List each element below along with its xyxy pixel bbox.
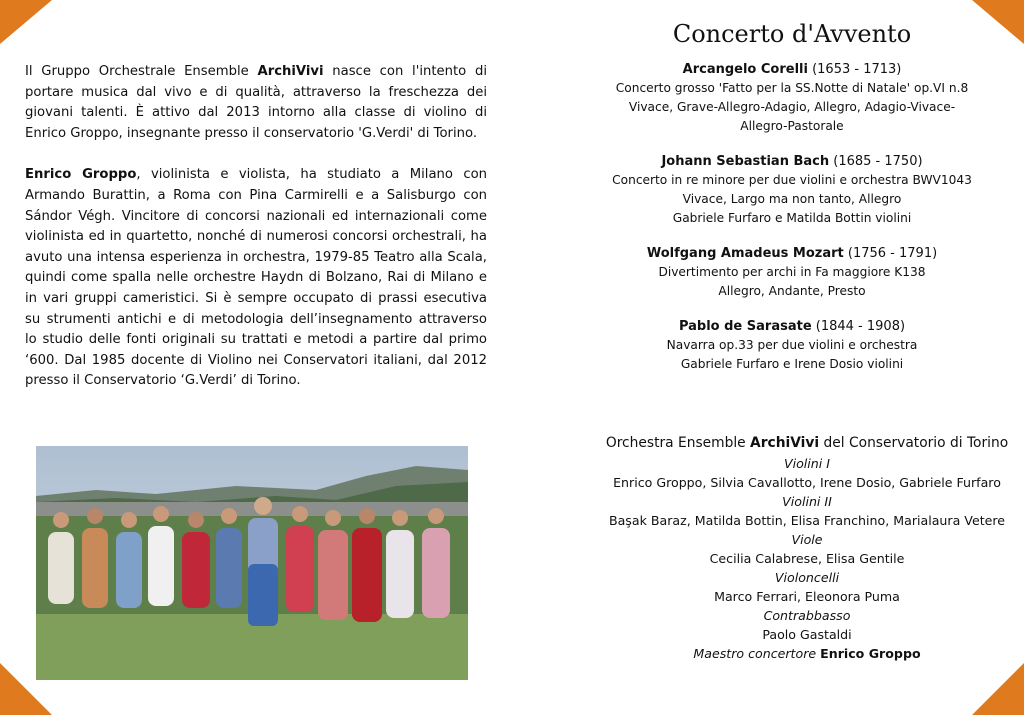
work-line: Concerto grosso 'Fatto per la SS.Notte di Natale' op.VI n.8 — [615, 81, 969, 95]
work-line: Allegro-Pastorale — [740, 119, 844, 133]
work-line: Vivace, Grave-Allegro-Adagio, Allegro, Adagio-Vivace- — [628, 100, 956, 114]
concert-title: Concerto d'Avvento — [672, 20, 912, 48]
section-name: Violini II — [782, 494, 832, 509]
work-line: Navarra op.33 per due violini e orchestra — [666, 338, 918, 352]
work-line: Vivace, Largo ma non tanto, Allegro — [682, 192, 902, 206]
program-item — [560, 244, 1024, 301]
composer-years: (1653 - 1713) — [807, 62, 902, 77]
bio-paragraph: Enrico Groppo, violinista e violista, ha studiato a Milano con Armando Burattin, a Roma con Pina Carmirelli e a Salisburgo con Sándor Végh. Vincitore di concorsi nazionali ed internazionali come violinista ed in quartetto, nonché di numerosi concorsi orchestrali, ha avuto una intensa esperienza in orchestra, 1979-85 Teatro alla Scala, quindi come spalla nelle orchestre Haydn di Bolzano, Rai di Milano e in vari gruppi cameristici. Si è sempre occupato di prassi esecutiva su strumenti antichi e di metodologia dell’insegnamento attraverso lo studio delle fonti originali su trattati e metodi a partire dal primo ‘600. Dal 1985 docente di Violino nei Conservatori italiani, dal 2012 presso il Conservatorio ‘G.Verdi’ di Torino. — [25, 167, 488, 389]
concert-program — [560, 18, 1024, 390]
composer-years: (1685 - 1750) — [829, 154, 923, 169]
orchestra-roster — [575, 434, 1024, 663]
work-line: Gabriele Furfaro e Matilda Bottin violini — [672, 211, 912, 225]
composer-years: (1756 - 1791) — [843, 246, 938, 261]
corner-decoration-bottom-right — [972, 663, 1024, 715]
corner-decoration-top-left — [0, 0, 52, 44]
section-members: Başak Baraz, Matilda Bottin, Elisa Franchino, Marialaura Vetere — [608, 513, 1006, 528]
section-members: Enrico Groppo, Silvia Cavallotto, Irene Dosio, Gabriele Furfaro — [613, 475, 1001, 490]
group-photo — [36, 446, 468, 680]
section-name: Violoncelli — [774, 570, 840, 585]
section-members: Marco Ferrari, Eleonora Puma — [714, 589, 900, 604]
ensemble-name: ArchiVivi — [257, 64, 324, 79]
program-item — [560, 152, 1024, 228]
section-name: Violini I — [783, 456, 830, 471]
work-line: Gabriele Furfaro e Irene Dosio violini — [680, 357, 904, 371]
section-members: Cecilia Calabrese, Elisa Gentile — [709, 551, 905, 566]
intro-paragraph: Il Gruppo Orchestrale Ensemble ArchiVivi nasce con l'intento di portare musica dal vivo e di qualità, attraverso la freschezza dei giovani talenti. È attivo dal 2013 intorno alla classe di violino di Enrico Groppo, insegnante presso il conservatorio 'G.Verdi' di Torino. — [25, 64, 487, 141]
composer-years: (1844 - 1908) — [811, 319, 906, 334]
composer-name: Wolfgang Amadeus Mozart — [646, 246, 844, 261]
program-item — [560, 317, 1024, 374]
section-name: Viole — [791, 532, 823, 547]
section-name: Contrabbasso — [763, 608, 851, 623]
maestro-line: Maestro concertore Enrico Groppo — [693, 646, 921, 661]
section-members: Paolo Gastaldi — [762, 627, 852, 642]
composer-name: Arcangelo Corelli — [682, 62, 808, 77]
conductor-name: Enrico Groppo — [25, 167, 137, 183]
orchestra-title: Orchestra Ensemble ArchiVivi del Conservatorio di Torino — [605, 435, 1009, 451]
program-item — [560, 60, 1024, 136]
work-line: Divertimento per archi in Fa maggiore K138 — [658, 265, 926, 279]
ensemble-description — [25, 62, 487, 413]
composer-name: Pablo de Sarasate — [678, 319, 812, 334]
work-line: Concerto in re minore per due violini e orchestra BWV1043 — [612, 173, 972, 187]
composer-name: Johann Sebastian Bach — [661, 154, 830, 169]
work-line: Allegro, Andante, Presto — [718, 284, 866, 298]
